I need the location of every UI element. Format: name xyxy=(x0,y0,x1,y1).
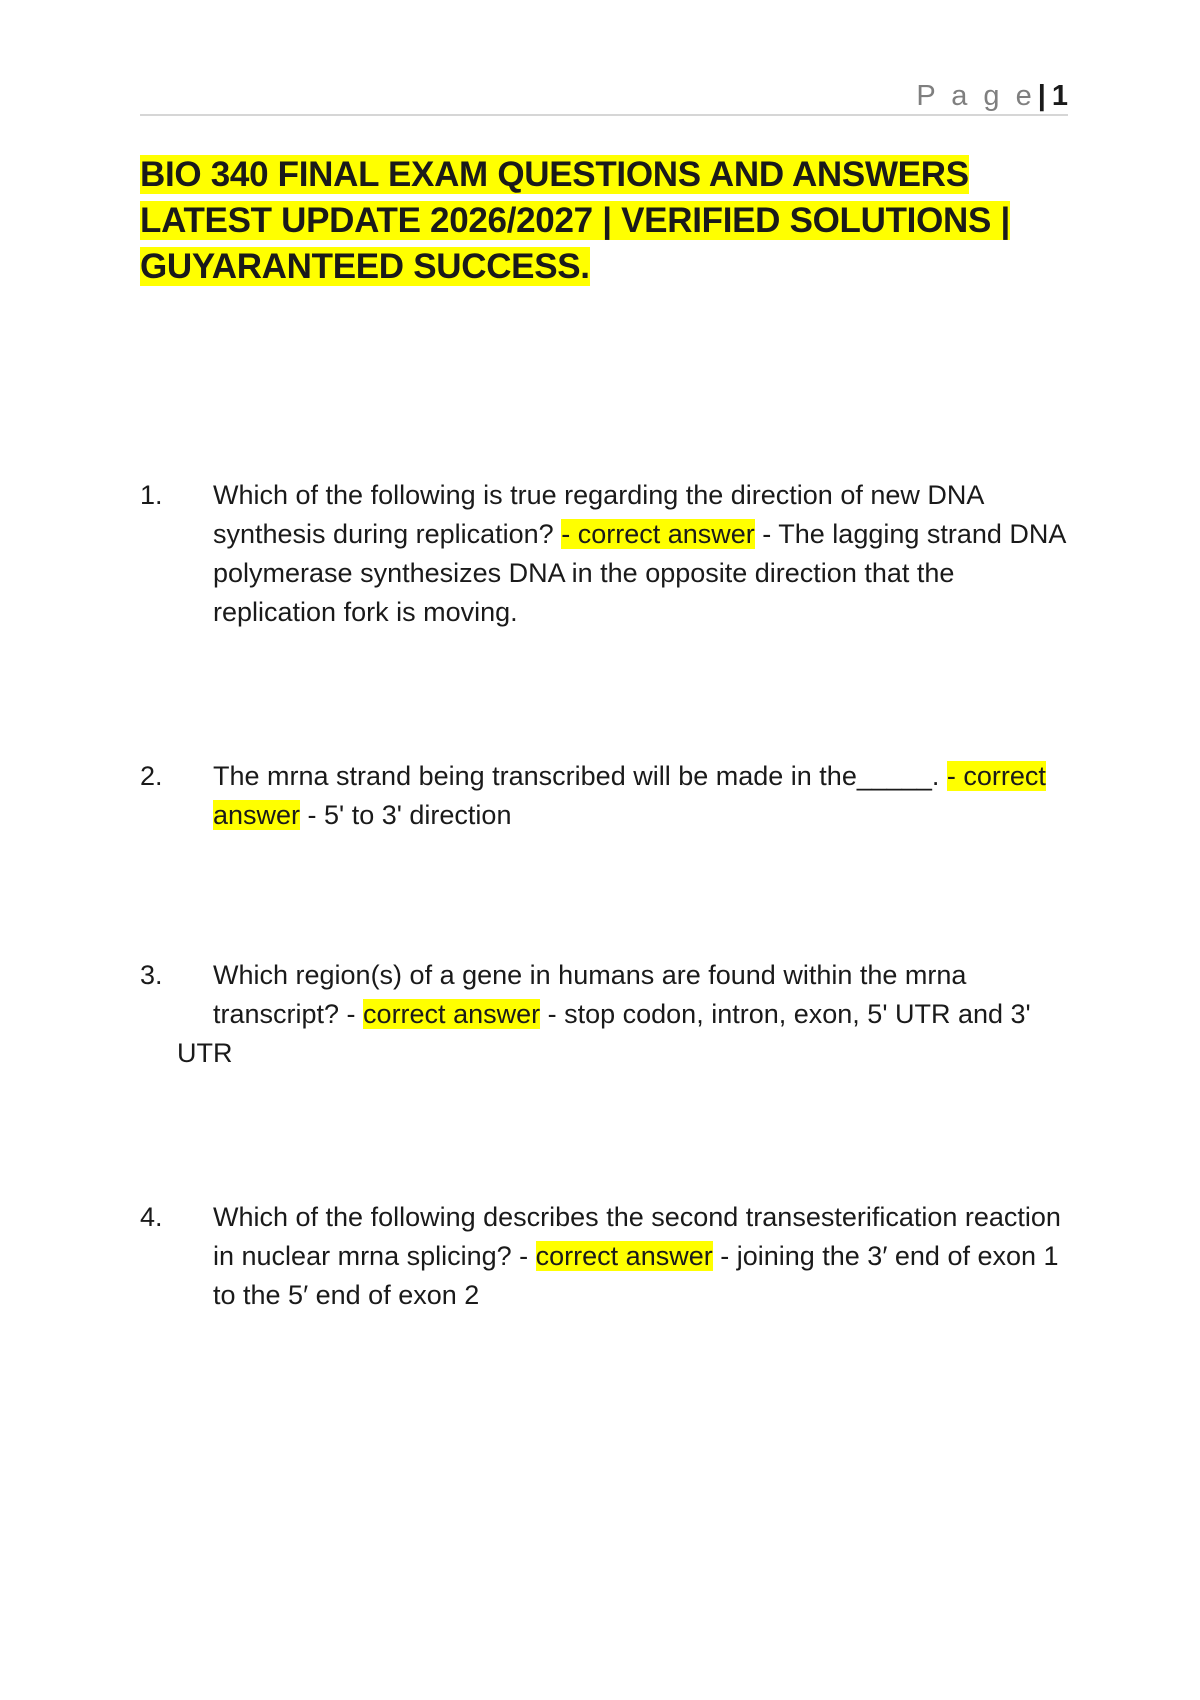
correct-answer-marker: - correct answer xyxy=(213,761,1046,830)
question-body xyxy=(213,476,1083,632)
page-word: P a g e xyxy=(916,80,1036,112)
title-line-2: LATEST UPDATE 2026/2027 | VERIFIED SOLUTIONS | xyxy=(140,201,1010,240)
page-number: 1 xyxy=(1051,80,1068,112)
question-text: Which of the following describes the second transesterification reaction in nuclear mrna splicing? - xyxy=(213,1202,1061,1271)
title-line-1: BIO 340 FINAL EXAM QUESTIONS AND ANSWERS xyxy=(140,155,969,194)
correct-answer-marker: - correct answer xyxy=(561,519,755,549)
answer-text: - stop codon, intron, exon, 5' UTR and 3' xyxy=(540,999,1031,1029)
answer-text-tail: UTR xyxy=(177,1038,233,1068)
answer-text: - The lagging strand DNA polymerase synthesizes DNA in the opposite direction that the replication fork is moving. xyxy=(213,519,1065,627)
page-separator: | xyxy=(1037,80,1046,112)
page-header xyxy=(140,78,1068,116)
title-line-3: GUYARANTEED SUCCESS. xyxy=(140,247,590,286)
page-label xyxy=(916,78,1068,114)
question-number: 4. xyxy=(140,1202,163,1232)
answer-text: - 5' to 3' direction xyxy=(300,800,512,830)
question-text-prefix: transcript? - xyxy=(213,999,364,1029)
correct-answer-marker: correct answer xyxy=(535,1241,713,1271)
question-number: 1. xyxy=(140,480,163,510)
question-number: 2. xyxy=(140,761,163,791)
question-number: 3. xyxy=(140,960,163,990)
question-text: The mrna strand being transcribed will be made in the_____. xyxy=(213,761,947,791)
correct-answer-marker: correct answer xyxy=(363,999,541,1029)
question-body xyxy=(213,956,1083,1034)
question-text-line-2 xyxy=(213,995,1083,1034)
document-title xyxy=(140,152,1080,290)
question-text-line-1: Which region(s) of a gene in humans are found within the mrna xyxy=(213,960,967,990)
question-body xyxy=(213,1198,1083,1315)
question-body xyxy=(213,757,1083,835)
question-text: Which of the following is true regarding the direction of new DNA synthesis during replication? xyxy=(213,480,983,549)
answer-text: - joining the 3′ end of exon 1 to the 5′ end of exon 2 xyxy=(213,1241,1059,1310)
